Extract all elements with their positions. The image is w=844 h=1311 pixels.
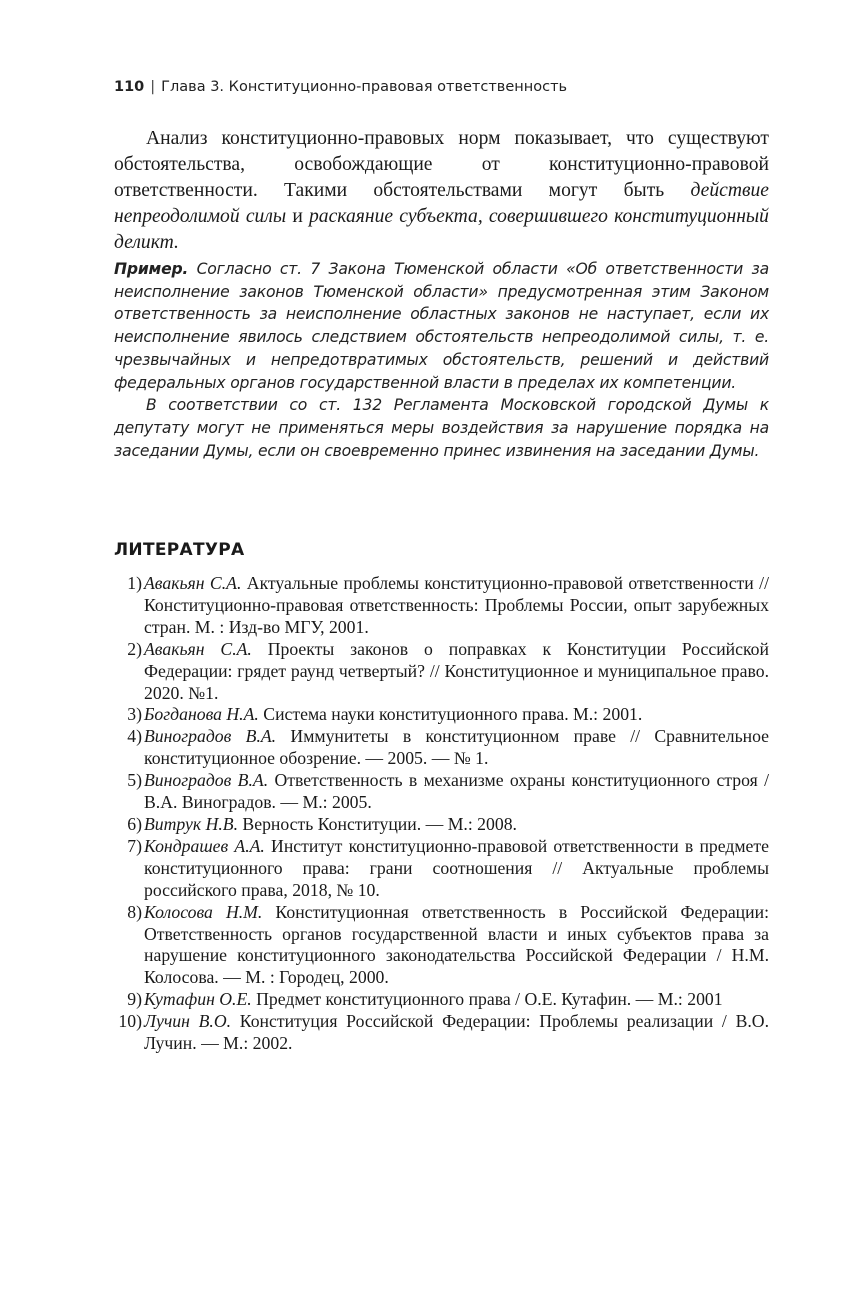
item-author: Виноградов В.А. — [144, 726, 277, 747]
page-number: 110 — [114, 79, 145, 95]
item-text: Актуальные проблемы конституционно-правовой ответственности // Конституционно-правовая ответственность: Проблемы России, опыт зарубежных стран. М. : Изд-во МГУ, 2001. — [144, 573, 769, 637]
item-author: Авакьян С.А. — [144, 573, 242, 593]
literature-list — [114, 573, 769, 1055]
list-item — [114, 836, 769, 902]
item-number: 3) — [127, 704, 142, 725]
list-item — [114, 1011, 769, 1055]
item-author: Лучин В.О. — [144, 1011, 232, 1032]
item-text: Конституция Российской Федерации: Проблемы реализации / В.О. Лучин. — М.: 2002. — [144, 1011, 769, 1054]
intro-text: Анализ конституционно-правовых норм показывает, что существуют обстоятельства, освобождающие от конституционно-правовой ответственности. Такими обстоятельствами могут быть — [114, 128, 769, 201]
item-author: Витрук Н.В. — [144, 813, 238, 834]
item-author: Богданова Н.А. — [144, 704, 259, 725]
list-item — [114, 770, 769, 814]
list-item — [114, 726, 769, 770]
item-author: Виноградов В.А. — [144, 770, 269, 791]
item-text: Институт конституционно-правовой ответственности в предмете конституционного права: грани соотношения // Актуальные проблемы российского права, 2018, № 10. — [144, 835, 769, 900]
example-text-1: Согласно ст. 7 Закона Тюменской области «Об ответственности за неисполнение законов Тюменской области» предусмотренная этим Законом ответственность за неисполнение областных законов не наступает, если их неисполнение явилось следствием обстоятельств непреодолимой силы, т. е. чрезвычайных и непредотвратимых обстоятельств, решений и действий федеральных органов государственной власти в пределах их компетенции. — [114, 260, 769, 392]
intro-paragraph — [114, 126, 769, 256]
item-text: Иммунитеты в конституционном праве // Сравнительное конституционное обозрение. — 2005. — № 1. — [144, 726, 770, 769]
item-author: Кутафин О.Е. — [144, 989, 252, 1010]
list-item — [114, 704, 769, 726]
item-author: Кондрашев А.А. — [144, 835, 265, 856]
item-number: 4) — [127, 726, 142, 747]
example-paragraph-1 — [114, 258, 769, 394]
list-item — [114, 814, 769, 836]
intro-emphasis-force-majeure: действие непреодолимой силы — [114, 180, 769, 227]
example-paragraph-2: В соответствии со ст. 132 Регламента Московской городской Думы к депутату могут не применяться меры воздействия за нарушение порядка на заседании Думы, если он своевременно принес извинения на заседании Думы. — [114, 396, 769, 460]
intro-emphasis-repentance: раскаяние субъекта, совершившего конституционный деликт. — [114, 206, 769, 253]
item-text: Система науки конституционного права. М.: 2001. — [258, 704, 643, 725]
item-number: 9) — [127, 989, 142, 1010]
item-number: 5) — [127, 770, 142, 791]
intro-conjunction: и — [286, 206, 309, 227]
item-number: 7) — [127, 835, 142, 856]
example-block — [114, 258, 769, 462]
item-number: 2) — [127, 638, 142, 659]
item-number: 6) — [127, 813, 142, 834]
chapter-title: Глава 3. Конституционно-правовая ответственность — [161, 79, 568, 95]
item-text: Верность Конституции. — М.: 2008. — [238, 813, 517, 834]
example-label: Пример. — [114, 260, 189, 278]
item-text: Конституционная ответственность в Российской Федерации: Ответственность органов государственной власти и иных субъектов права за нарушение конституционного законодательства Российской Федерации / Н.М. Колосова. — М. : Городец, 2000. — [144, 901, 769, 988]
header-separator: | — [150, 79, 156, 95]
item-text: Проекты законов о поправках к Конституции Российской Федерации: грядет раунд четвертый? // Конституционное и муниципальное право. 2020. №1. — [144, 638, 769, 703]
item-number: 1) — [127, 573, 142, 593]
list-item — [114, 989, 769, 1011]
item-author: Колосова Н.М. — [144, 901, 263, 922]
item-text: Предмет конституционного права / О.Е. Кутафин. — М.: 2001 — [251, 989, 723, 1010]
running-head — [114, 79, 769, 95]
item-text: Ответственность в механизме охраны конституционного строя / В.А. Виноградов. — М.: 2005. — [144, 770, 769, 813]
literature-heading: ЛИТЕРАТУРА — [114, 540, 245, 560]
item-number: 10) — [118, 1011, 142, 1032]
item-author: Авакьян С.А. — [144, 638, 252, 659]
list-item — [114, 639, 769, 705]
list-item — [114, 573, 769, 639]
list-item — [114, 902, 769, 990]
item-number: 8) — [127, 901, 142, 922]
